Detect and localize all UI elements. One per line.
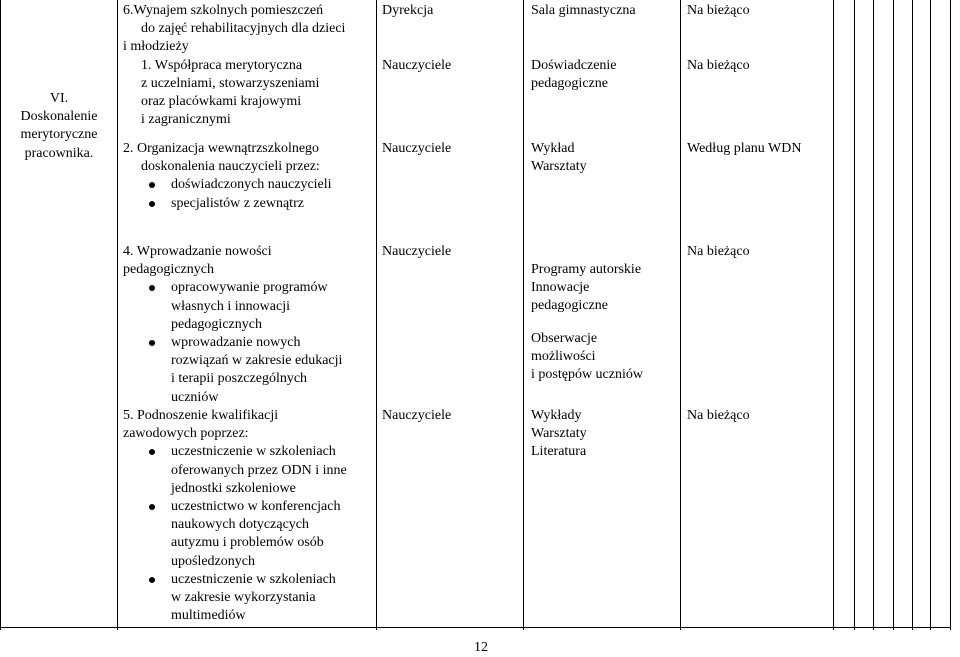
section-title-line: merytoryczne [20,127,98,143]
grid-line [117,0,118,630]
activity-line: oraz placówkami krajowymi [141,94,302,110]
activity-bullet: doświadczonych nauczycieli [123,176,332,194]
activity-line: do zajęć rehabilitacyjnych dla dzieci [141,21,346,37]
forms-line: Warsztaty [531,159,587,175]
forms-line: Warsztaty [531,426,587,442]
forms-line: Programy autorskie [531,262,642,277]
forms-line: Innowacje [531,280,590,296]
activity-line: upośledzonych [171,553,255,569]
forms-cell [531,140,587,176]
forms-line: Wykład [531,141,575,156]
activity-bullet: uczestniczenie w szkoleniach [123,443,347,461]
responsible-cell: Nauczyciele [382,141,452,156]
responsible-cell: Nauczyciele [382,244,452,259]
activity-line: rozwiązań w zakresie edukacji [171,353,343,369]
forms-line: Sala gimnastyczna [531,3,636,18]
grid-line [833,0,834,630]
activity-line: własnych i innowacji [171,298,290,314]
activity-bullet: uczestnictwo w konferencjach [123,498,347,516]
grid-line [950,0,951,630]
grid-line [873,0,874,630]
activity-line: i terapii poszczególnych [171,371,308,387]
activity-line: uczniów [171,389,219,405]
forms-line: Wykłady [531,408,582,423]
grid-line [680,0,681,630]
responsible-cell: Nauczyciele [382,58,452,73]
section-title-line: pracownika. [24,145,94,161]
activity-cell [123,2,345,129]
responsible-cell: Nauczyciele [382,408,452,423]
activity-line: multimediów [171,608,246,624]
activity-cell [123,140,332,213]
forms-line: pedagogiczne [531,76,608,92]
activity-line: pedagogicznych [171,316,262,332]
grid-line [930,0,931,630]
activity-bullet: specjalistów z zewnątrz [123,195,332,213]
activity-bullet: uczestniczenie w szkoleniach [123,571,347,589]
activity-line: 1. Współpraca merytoryczna [141,57,303,73]
forms-line: Literatura [531,444,587,460]
forms-spacer [531,316,643,330]
activity-cell [123,407,347,625]
activity-line: 5. Podnoszenie kwalifikacji [123,408,279,423]
activity-line: doskonalenia nauczycieli przez: [141,159,320,175]
page-number: 12 [474,640,488,655]
section-label [1,90,117,163]
deadline-cell: Według planu WDN [687,141,802,156]
grid-line [912,0,913,630]
activity-line: jednostki szkoleniowe [171,480,296,496]
activity-line: naukowych dotyczących [171,517,309,533]
activity-bullet: wprowadzanie nowych [123,334,342,352]
activity-bullet: opracowywanie programów [123,279,342,297]
activity-line: oferowanych przez ODN i inne [171,462,347,478]
forms-line: możliwości [531,348,596,364]
forms-cell [531,407,587,462]
deadline-cell: Na bieżąco [687,408,750,423]
activity-line: pedagogicznych [123,262,214,278]
forms-cell [531,57,617,93]
forms-cell [531,261,643,384]
section-number: VI. [49,91,69,106]
deadline-cell: Na bieżąco [687,244,750,259]
grid-line [376,0,377,630]
activity-line: z uczelniami, stowarzyszeniami [141,75,320,91]
forms-cell [531,2,636,20]
activity-line: autyzmu i problemów osób [171,535,324,551]
responsible-cell: Dyrekcja [382,3,434,18]
grid-line [523,0,524,630]
deadline-cell: Na bieżąco [687,3,750,18]
activity-line: 2. Organizacja wewnątrzszkolnego [123,141,320,156]
forms-line: Obserwacje [531,330,598,346]
forms-line: i postępów uczniów [531,367,643,383]
grid-line [854,0,855,630]
deadline-cell: Na bieżąco [687,58,750,73]
section-title-line: Doskonalenie [20,109,98,125]
activity-line: i zagranicznymi [141,112,231,128]
activity-line: zawodowych poprzez: [123,426,249,442]
activity-line: 4. Wprowadzanie nowości [123,244,272,259]
activity-line: i młodzieży [123,39,189,55]
activity-line: 6.Wynajem szkolnych pomieszczeń [123,3,324,18]
activity-line: w zakresie wykorzystania [171,590,316,606]
grid-line [0,627,951,628]
forms-line: Doświadczenie [531,58,617,73]
activity-cell [123,243,342,407]
grid-line [893,0,894,630]
forms-line: pedagogiczne [531,298,608,314]
